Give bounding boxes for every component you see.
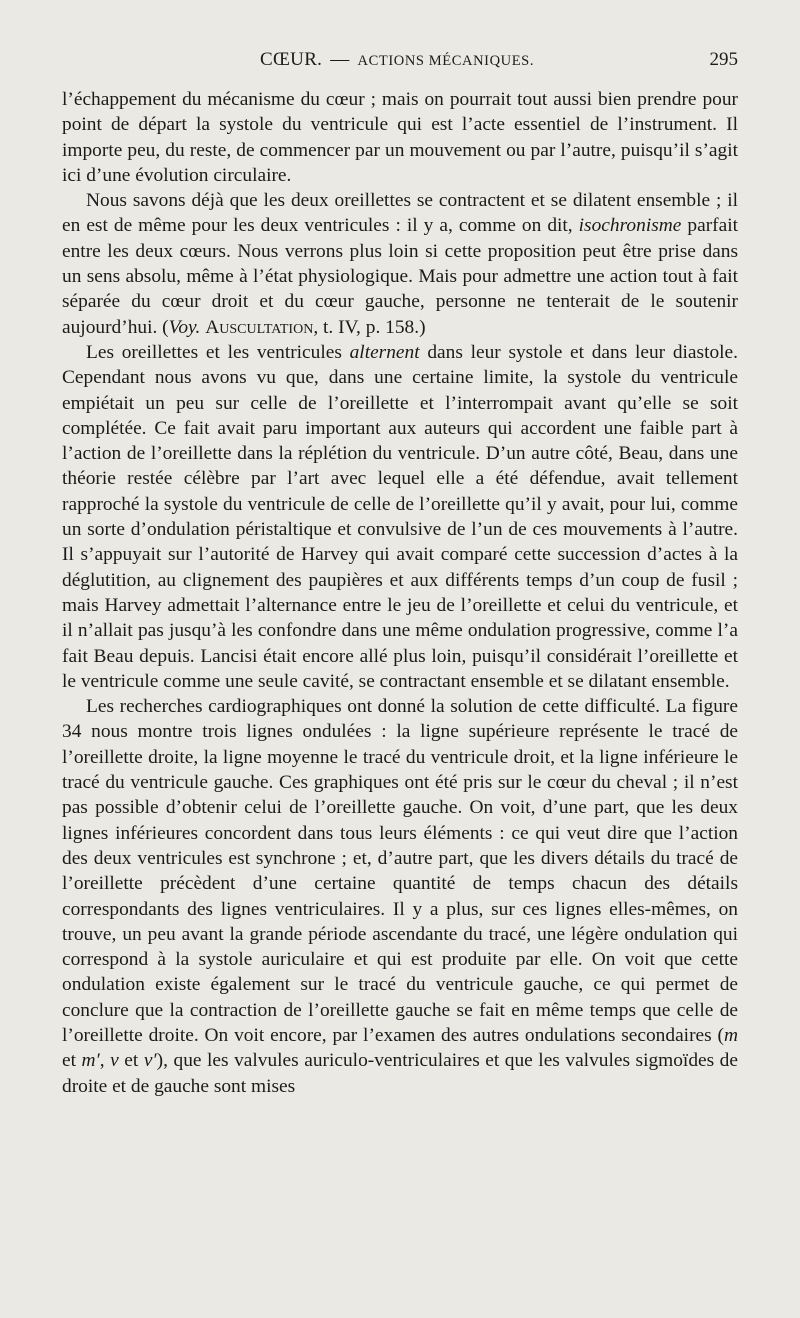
running-title-main: CŒUR. (260, 49, 323, 70)
paragraph-2-text-b: parfait entre les deux cœurs. Nous verrons plus loin si cette proposition peut être prise dans un sens absolu, même à l’état physiologique. Mais pour admettre une action tout à fait séparée du cœur droit et du cœur gauche, personne ne tenterait de le soutenir aujourd’hui. ( (62, 215, 738, 338)
paragraph-4-et-2: et (118, 1050, 144, 1072)
paragraph-4-comma: , (99, 1050, 111, 1072)
paragraph-4-m-prime: m′ (81, 1050, 100, 1072)
running-title (260, 49, 534, 71)
paragraph-1-text: l’échappement du mécanisme du cœur ; mais on pourrait tout aussi bien prendre pour point de départ la systole du ventricule qui est l’acte essentiel de l’instrument. Il importe peu, du reste, de commencer par un mouvement ou par l’autre, puisqu’il s’agit ici d’une évolution circulaire. (62, 89, 738, 186)
page-number: 295 (709, 49, 738, 70)
paragraph-2-text-a: Nous savons déjà que les deux oreillettes se contractent et se dilatent ensemble ; il en est de même pour les deux ventricules : il y a, comme on dit, (62, 190, 738, 237)
paragraph-2-voy: Voy. (168, 316, 201, 338)
paragraph-3-text-b: dans leur systole et dans leur diastole. Cependant nous avons vu que, dans une certaine limite, la systole du ventricule empiétait un peu sur celle de l’oreillette et l’interrompait avant qu’elle se soit complétée. Ce fait avait paru important aux auteurs qui accordent une faible part à l’action de l’oreillette dans la réplétion du ventricule. D’un autre côté, Beau, dans une théorie restée célèbre par l’art avec lequel elle a été défendue, avait tellement rapproché la systole du ventricule de celle de l’oreillette qu’il y avait, pour lui, comme un sorte d’ondulation péristaltique et convulsive de l’un de ces mouvements à l’autre. Il s’appuyait sur l’autorité de Harvey qui avait comparé cette succession d’actes à la déglutition, au clignement des paupières et aux différents temps d’un coup de fusil ; mais Harvey admettait l’alternance entre le jeu de l’oreillette et celui du ventricule, et il n’allait pas jusqu’à les confondre dans une même ondulation progressive, comme l’a fait Beau depuis. Lancisi était encore allé plus loin, puisqu’il considérait l’oreillette et le ventricule comme une seule cavité, se contractant ensemble et se dilatant ensemble. (62, 341, 738, 692)
paragraph-4 (62, 694, 738, 1099)
paragraph-3-text-a: Les oreillettes et les ventricules (86, 341, 350, 363)
paragraph-2-reference: Auscultation (205, 316, 314, 338)
running-title-subtitle: ACTIONS MÉCANIQUES. (357, 53, 535, 69)
paragraph-3-italic-term: alternent (349, 341, 420, 363)
paragraph-4-text-b: ), que les valvules auriculo-ventriculaires et que les valvules sigmoïdes de droite et de gauche sont mises (62, 1050, 738, 1097)
paragraph-2 (62, 188, 738, 340)
paragraph-4-text-a: Les recherches cardiographiques ont donné la solution de cette difficulté. La figure 34 nous montre trois lignes ondulées : la ligne supérieure représente le tracé de l’oreillette droite, la ligne moyenne le tracé du ventricule droit, et la ligne inférieure le tracé du ventricule gauche. Ces graphiques ont été pris sur le cœur du cheval ; il n’est pas possible d’obtenir celui de l’oreillette gauche. On voit, d’une part, que les deux lignes inférieures concordent dans tous leurs éléments : ce qui veut dire que l’action des deux ventricules est synchrone ; et, d’autre part, que les divers détails du tracé de l’oreillette précèdent d’une certaine quantité de temps chacun des détails correspondants des lignes ventriculaires. Il y a plus, sur ces lignes elles-mêmes, on trouve, un peu avant la grande période ascendante du tracé, une légère ondulation qui correspond à la systole auriculaire et qui est produite par elle. On voit que cette ondulation existe également sur le tracé du ventricule gauche, ce qui permet de conclure que la contraction de l’oreillette gauche se fait en même temps que celle de l’oreillette droite. On voit encore, par l’examen des autres ondulations secondaires ( (62, 696, 738, 1046)
paragraph-2-text-c: , t. IV, p. 158.) (313, 316, 426, 338)
paragraph-3 (62, 340, 738, 694)
running-header (62, 49, 738, 79)
paragraph-4-v: v (110, 1050, 119, 1072)
paragraph-4-m: m (723, 1024, 738, 1046)
running-title-dash: — (330, 49, 350, 70)
body-text (62, 87, 738, 1099)
paragraph-4-v-prime: v′ (143, 1050, 157, 1072)
paragraph-1 (62, 87, 738, 188)
paragraph-2-italic-term: isochronisme (578, 215, 682, 237)
paragraph-4-et-1: et (62, 1050, 82, 1072)
